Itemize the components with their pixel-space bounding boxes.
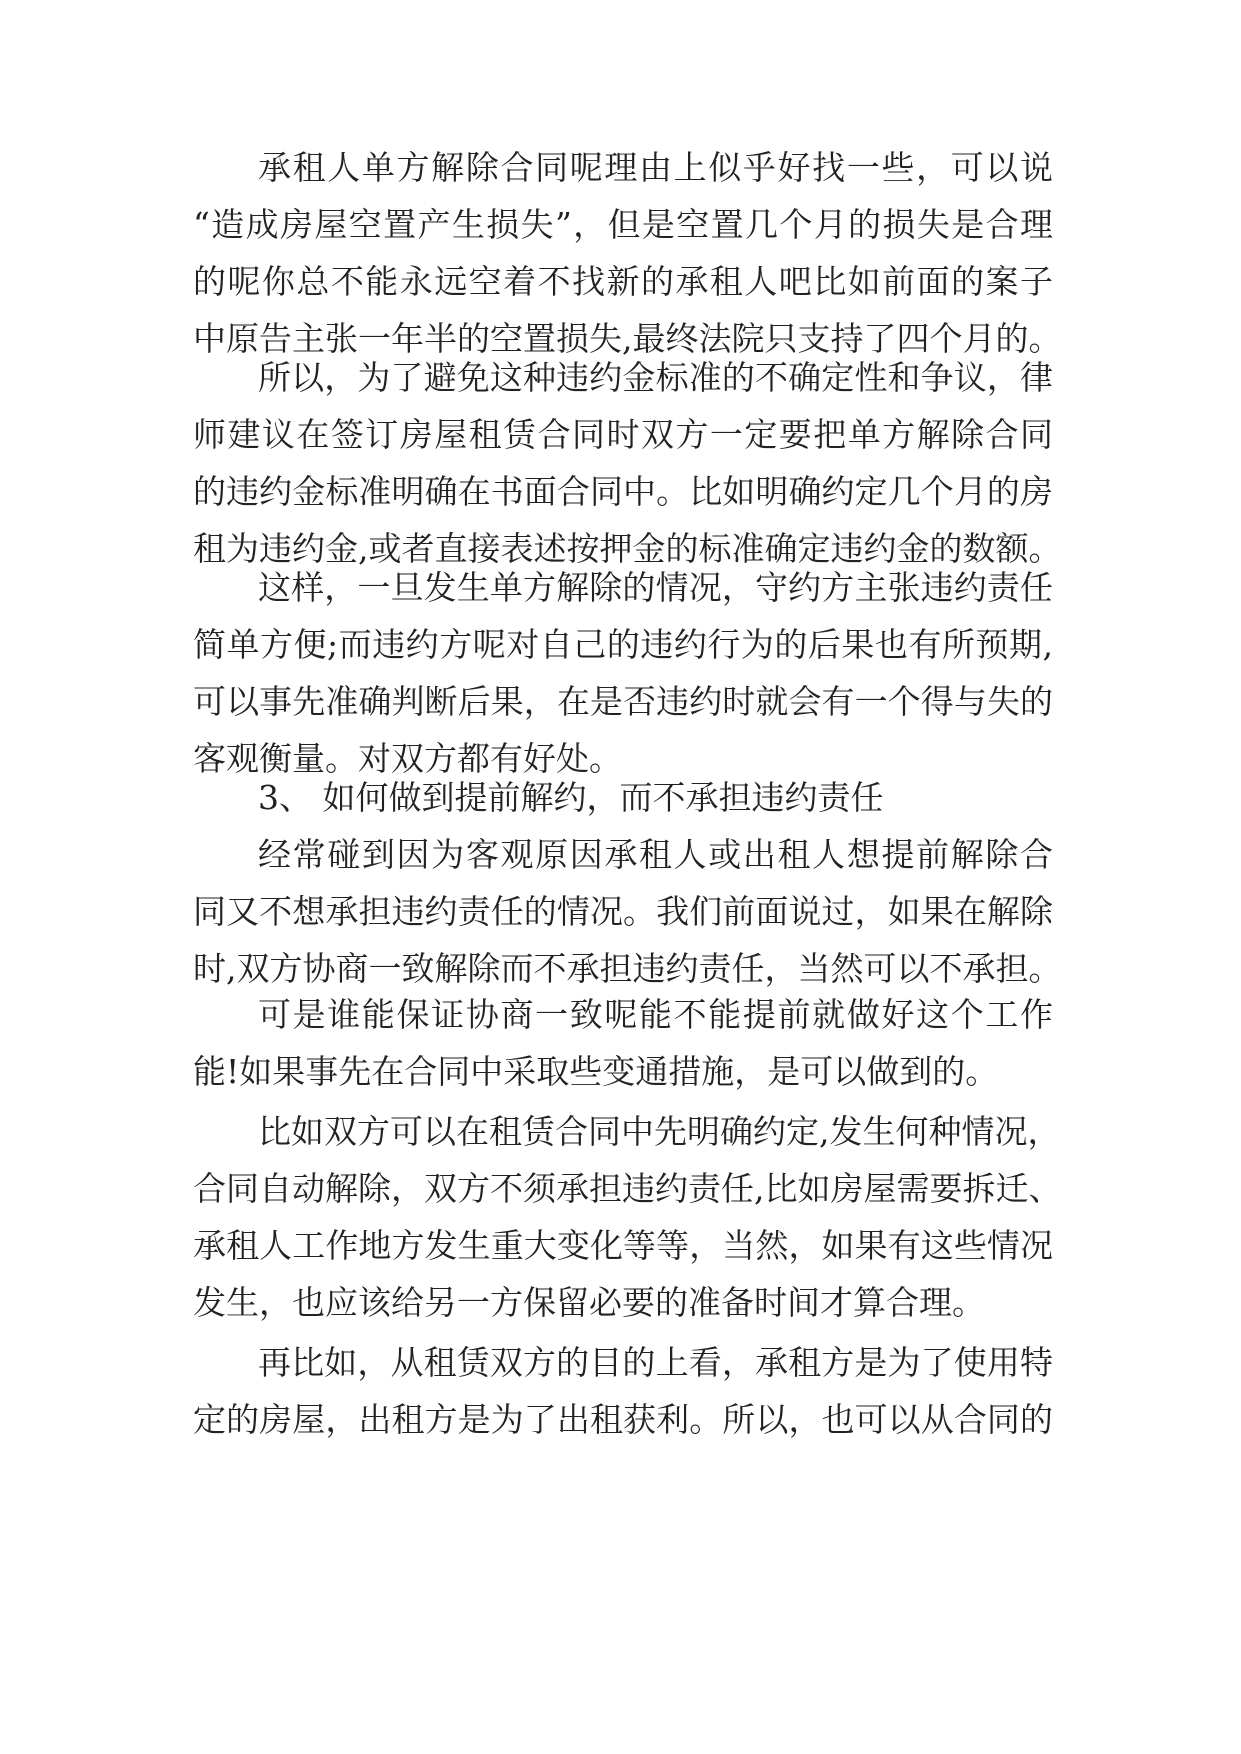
paragraph-7-line-4: 发生，也应该给另一方保留必要的准备时间才算合理。: [193, 1283, 985, 1322]
paragraph-1-line-2: “造成房屋空置产生损失”，但是空置几个月的损失是合理: [193, 205, 1053, 244]
paragraph-7-line-1: 比如双方可以在租赁合同中先明确约定,发生何种情况，: [258, 1112, 1061, 1151]
paragraph-8-line-1: 再比如，从租赁双方的目的上看，承租方是为了使用特: [258, 1343, 1053, 1382]
paragraph-5-line-3: 时,双方协商一致解除而不承担违约责任，当然可以不承担。: [193, 949, 1062, 988]
paragraph-2-line-1: 所以，为了避免这种违约金标准的不确定性和争议，律: [258, 358, 1053, 397]
paragraph-2-line-2: 师建议在签订房屋租赁合同时双方一定要把单方解除合同: [193, 415, 1053, 454]
paragraph-8-line-2: 定的房屋，出租方是为了出租获利。所以，也可以从合同的: [193, 1400, 1053, 1439]
paragraph-7-line-3: 承租人工作地方发生重大变化等等，当然，如果有这些情况: [193, 1226, 1053, 1265]
paragraph-1-line-1: 承租人单方解除合同呢理由上似乎好找一些，可以说: [258, 148, 1053, 187]
paragraph-7-line-2: 合同自动解除，双方不须承担违约责任,比如房屋需要拆迁、: [193, 1169, 1062, 1208]
paragraph-3-line-1: 这样，一旦发生单方解除的情况，守约方主张违约责任: [258, 568, 1053, 607]
paragraph-6-line-1: 可是谁能保证协商一致呢能不能提前就做好这个工作: [258, 995, 1053, 1034]
paragraph-1-line-3: 的呢你总不能永远空着不找新的承租人吧比如前面的案子: [193, 262, 1053, 301]
paragraph-1-line-4: 中原告主张一年半的空置损失,最终法院只支持了四个月的。: [193, 319, 1062, 358]
paragraph-2-line-3: 的违约金标准明确在书面合同中。比如明确约定几个月的房: [193, 472, 1053, 511]
paragraph-3-line-2: 简单方便;而违约方呢对自己的违约行为的后果也有所预期,: [193, 625, 1053, 664]
section-heading: 3、 如何做到提前解约，而不承担违约责任: [258, 778, 884, 817]
paragraph-3-line-4: 客观衡量。对双方都有好处。: [193, 739, 622, 778]
paragraph-2-line-4: 租为违约金,或者直接表述按押金的标准确定违约金的数额。: [193, 529, 1062, 568]
paragraph-3-line-3: 可以事先准确判断后果，在是否违约时就会有一个得与失的: [193, 682, 1053, 721]
paragraph-6-line-2: 能!如果事先在合同中采取些变通措施，是可以做到的。: [193, 1052, 999, 1091]
paragraph-5-line-1: 经常碰到因为客观原因承租人或出租人想提前解除合: [258, 835, 1053, 874]
paragraph-5-line-2: 同又不想承担违约责任的情况。我们前面说过，如果在解除: [193, 892, 1053, 931]
